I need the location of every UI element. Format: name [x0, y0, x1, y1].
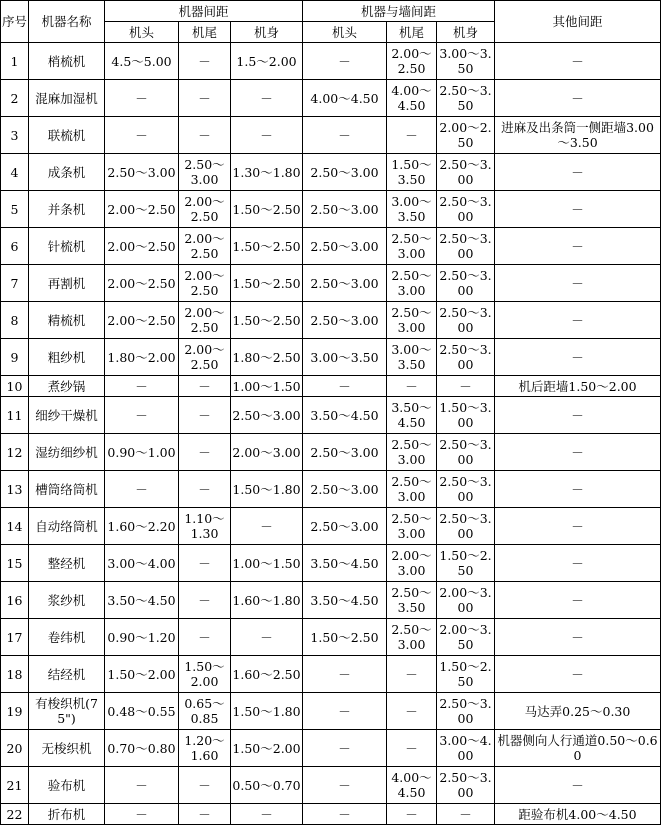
row-seq: 21: [1, 767, 29, 804]
row-name: 联梳机: [29, 117, 105, 154]
wall-body: 2.50～3.00: [437, 191, 495, 228]
row-name: 自动络筒机: [29, 508, 105, 545]
wall-tail: －: [387, 656, 437, 693]
machine-tail: －: [179, 767, 231, 804]
row-other: －: [495, 265, 661, 302]
machine-body: 1.80～2.50: [231, 339, 303, 376]
table-row: [1, 545, 661, 582]
machine-tail: 2.00～2.50: [179, 302, 231, 339]
machine-head: 2.00～2.50: [105, 265, 179, 302]
table-row: [1, 508, 661, 545]
wall-head: －: [303, 376, 387, 397]
wall-tail: 4.00～4.50: [387, 767, 437, 804]
row-name: 槽筒络筒机: [29, 471, 105, 508]
wall-tail: 2.50～3.00: [387, 508, 437, 545]
machine-body: －: [231, 804, 303, 825]
row-other: 机器侧向人行通道0.50～0.60: [495, 730, 661, 767]
machine-tail: －: [179, 471, 231, 508]
machine-body: 1.50～1.80: [231, 693, 303, 730]
machine-body: 2.00～3.00: [231, 434, 303, 471]
machine-head: 2.00～2.50: [105, 228, 179, 265]
machine-tail: 1.20～1.60: [179, 730, 231, 767]
wall-body: 1.50～2.50: [437, 545, 495, 582]
machine-tail: －: [179, 117, 231, 154]
row-seq: 14: [1, 508, 29, 545]
header-other: 其他间距: [495, 1, 661, 43]
wall-head: 2.50～3.00: [303, 154, 387, 191]
machine-head: 2.00～2.50: [105, 191, 179, 228]
table-row: [1, 434, 661, 471]
row-other: －: [495, 191, 661, 228]
table-row: [1, 376, 661, 397]
wall-body: －: [437, 804, 495, 825]
wall-tail: 2.50～3.50: [387, 582, 437, 619]
table-row: [1, 265, 661, 302]
table-row: [1, 656, 661, 693]
wall-head: 3.00～3.50: [303, 339, 387, 376]
table-row: [1, 804, 661, 825]
wall-tail: 3.50～4.50: [387, 397, 437, 434]
wall-head: －: [303, 804, 387, 825]
wall-head: 2.50～3.00: [303, 302, 387, 339]
machine-head: －: [105, 471, 179, 508]
wall-head: 2.50～3.00: [303, 471, 387, 508]
machine-tail: －: [179, 80, 231, 117]
machine-head: 0.48～0.55: [105, 693, 179, 730]
table-row: [1, 582, 661, 619]
wall-body: 2.50～3.00: [437, 154, 495, 191]
wall-tail: －: [387, 117, 437, 154]
row-other: －: [495, 471, 661, 508]
machine-tail: －: [179, 804, 231, 825]
row-seq: 6: [1, 228, 29, 265]
wall-head: 1.50～2.50: [303, 619, 387, 656]
row-seq: 18: [1, 656, 29, 693]
machine-head: 1.60～2.20: [105, 508, 179, 545]
wall-head: 3.50～4.50: [303, 582, 387, 619]
wall-body: 2.00～3.00: [437, 582, 495, 619]
row-other: －: [495, 582, 661, 619]
row-other: －: [495, 397, 661, 434]
wall-head: －: [303, 693, 387, 730]
wall-tail: 2.50～3.00: [387, 228, 437, 265]
machine-tail: 2.00～2.50: [179, 339, 231, 376]
machine-body: 1.50～2.00: [231, 730, 303, 767]
wall-tail: －: [387, 804, 437, 825]
machine-body: 0.50～0.70: [231, 767, 303, 804]
wall-body: 3.00～3.50: [437, 43, 495, 80]
wall-tail: 2.50～3.00: [387, 302, 437, 339]
wall-body: 2.50～3.00: [437, 693, 495, 730]
wall-head: 2.50～3.00: [303, 265, 387, 302]
machine-tail: －: [179, 582, 231, 619]
row-other: 进麻及出条筒一侧距墙3.00～3.50: [495, 117, 661, 154]
row-seq: 2: [1, 80, 29, 117]
row-seq: 19: [1, 693, 29, 730]
row-seq: 15: [1, 545, 29, 582]
header-machine-tail: 机尾: [179, 22, 231, 43]
machine-tail: 2.00～2.50: [179, 265, 231, 302]
wall-body: 2.50～3.00: [437, 434, 495, 471]
wall-head: 2.50～3.00: [303, 508, 387, 545]
wall-tail: 2.50～3.00: [387, 265, 437, 302]
machine-tail: 1.50～2.00: [179, 656, 231, 693]
row-other: －: [495, 228, 661, 265]
wall-body: －: [437, 376, 495, 397]
row-other: －: [495, 656, 661, 693]
row-seq: 13: [1, 471, 29, 508]
wall-body: 2.50～3.00: [437, 228, 495, 265]
machine-body: 1.5～2.00: [231, 43, 303, 80]
machine-head: 3.00～4.00: [105, 545, 179, 582]
wall-tail: 4.00～4.50: [387, 80, 437, 117]
machine-head: －: [105, 117, 179, 154]
machine-head: 0.70～0.80: [105, 730, 179, 767]
wall-body: 2.50～3.50: [437, 80, 495, 117]
machine-tail: 2.00～2.50: [179, 228, 231, 265]
row-seq: 8: [1, 302, 29, 339]
row-name: 精梳机: [29, 302, 105, 339]
wall-body: 2.00～2.50: [437, 117, 495, 154]
wall-tail: －: [387, 730, 437, 767]
wall-head: 3.50～4.50: [303, 545, 387, 582]
machine-head: －: [105, 804, 179, 825]
row-other: －: [495, 80, 661, 117]
machine-body: －: [231, 117, 303, 154]
row-seq: 10: [1, 376, 29, 397]
row-other: －: [495, 302, 661, 339]
wall-tail: 2.50～3.00: [387, 471, 437, 508]
row-seq: 9: [1, 339, 29, 376]
header-seq: 序号: [1, 1, 29, 43]
table-row: [1, 191, 661, 228]
machine-tail: －: [179, 397, 231, 434]
row-name: 并条机: [29, 191, 105, 228]
machine-body: 1.50～2.50: [231, 302, 303, 339]
row-name: 针梳机: [29, 228, 105, 265]
wall-body: 2.50～3.00: [437, 302, 495, 339]
row-other: 机后距墙1.50～2.00: [495, 376, 661, 397]
row-name: 粗纱机: [29, 339, 105, 376]
row-other: －: [495, 508, 661, 545]
wall-head: －: [303, 767, 387, 804]
table-row: [1, 228, 661, 265]
row-seq: 7: [1, 265, 29, 302]
table-row: [1, 767, 661, 804]
wall-tail: 3.00～3.50: [387, 191, 437, 228]
wall-head: －: [303, 117, 387, 154]
machine-tail: －: [179, 545, 231, 582]
table-row: [1, 80, 661, 117]
row-name: 卷纬机: [29, 619, 105, 656]
machine-body: －: [231, 619, 303, 656]
row-seq: 20: [1, 730, 29, 767]
machine-head: 1.50～2.00: [105, 656, 179, 693]
machine-head: －: [105, 397, 179, 434]
row-name: 混麻加湿机: [29, 80, 105, 117]
wall-head: 2.50～3.00: [303, 191, 387, 228]
wall-body: 3.00～4.00: [437, 730, 495, 767]
machine-body: 1.30～1.80: [231, 154, 303, 191]
machine-tail: 2.00～2.50: [179, 191, 231, 228]
wall-head: 2.50～3.00: [303, 228, 387, 265]
wall-head: 4.00～4.50: [303, 80, 387, 117]
machine-tail: －: [179, 376, 231, 397]
machine-head: 1.80～2.00: [105, 339, 179, 376]
wall-tail: －: [387, 693, 437, 730]
header-machine-head: 机头: [105, 22, 179, 43]
machine-body: －: [231, 80, 303, 117]
wall-tail: 2.50～3.00: [387, 619, 437, 656]
machine-tail: 0.65～0.85: [179, 693, 231, 730]
header-machine-body: 机身: [231, 22, 303, 43]
wall-head: －: [303, 730, 387, 767]
machine-body: 1.00～1.50: [231, 545, 303, 582]
row-name: 细纱干燥机: [29, 397, 105, 434]
table-row: [1, 693, 661, 730]
machine-body: 1.60～2.50: [231, 656, 303, 693]
header-wall-tail: 机尾: [387, 22, 437, 43]
row-name: 结经机: [29, 656, 105, 693]
header-wall-body: 机身: [437, 22, 495, 43]
row-seq: 11: [1, 397, 29, 434]
row-other: －: [495, 619, 661, 656]
table-row: [1, 471, 661, 508]
wall-tail: 3.00～3.50: [387, 339, 437, 376]
machine-head: 4.5～5.00: [105, 43, 179, 80]
machine-body: 1.50～2.50: [231, 228, 303, 265]
wall-body: 1.50～2.50: [437, 656, 495, 693]
wall-body: 2.50～3.00: [437, 508, 495, 545]
row-name: 成条机: [29, 154, 105, 191]
row-name: 有梭织机(75"): [29, 693, 105, 730]
row-seq: 16: [1, 582, 29, 619]
row-seq: 22: [1, 804, 29, 825]
row-other: 距验布机4.00～4.50: [495, 804, 661, 825]
row-other: －: [495, 43, 661, 80]
row-name: 整经机: [29, 545, 105, 582]
row-seq: 5: [1, 191, 29, 228]
row-name: 湿纺细纱机: [29, 434, 105, 471]
table-row: [1, 154, 661, 191]
machine-tail: －: [179, 434, 231, 471]
machine-head: 0.90～1.20: [105, 619, 179, 656]
row-other: －: [495, 767, 661, 804]
wall-tail: 2.00～3.00: [387, 545, 437, 582]
table-row: [1, 302, 661, 339]
wall-tail: －: [387, 376, 437, 397]
machine-tail: －: [179, 43, 231, 80]
wall-tail: 2.00～2.50: [387, 43, 437, 80]
wall-body: 2.50～3.00: [437, 339, 495, 376]
row-name: 再割机: [29, 265, 105, 302]
wall-body: 2.00～3.50: [437, 619, 495, 656]
table-row: [1, 619, 661, 656]
row-name: 浆纱机: [29, 582, 105, 619]
machine-tail: 1.10～1.30: [179, 508, 231, 545]
machine-head: 0.90～1.00: [105, 434, 179, 471]
machine-head: －: [105, 80, 179, 117]
row-other: －: [495, 434, 661, 471]
wall-body: 2.50～3.00: [437, 265, 495, 302]
row-seq: 12: [1, 434, 29, 471]
table-row: [1, 730, 661, 767]
table-row: [1, 397, 661, 434]
wall-tail: 1.50～3.50: [387, 154, 437, 191]
row-other: －: [495, 154, 661, 191]
wall-body: 2.50～3.00: [437, 471, 495, 508]
machine-body: 1.50～2.50: [231, 191, 303, 228]
row-seq: 4: [1, 154, 29, 191]
machine-head: 3.50～4.50: [105, 582, 179, 619]
header-wall-spacing: 机器与墙间距: [303, 1, 495, 22]
machine-body: 1.60～1.80: [231, 582, 303, 619]
machine-body: 1.50～2.50: [231, 265, 303, 302]
row-seq: 3: [1, 117, 29, 154]
machine-head: 2.00～2.50: [105, 302, 179, 339]
header-machine-spacing: 机器间距: [105, 1, 303, 22]
row-name: 折布机: [29, 804, 105, 825]
row-name: 验布机: [29, 767, 105, 804]
header-wall-head: 机头: [303, 22, 387, 43]
row-seq: 1: [1, 43, 29, 80]
table-row: [1, 117, 661, 154]
machine-body: 1.50～1.80: [231, 471, 303, 508]
machine-body: 1.00～1.50: [231, 376, 303, 397]
table-row: [1, 339, 661, 376]
machine-head: －: [105, 376, 179, 397]
wall-body: 2.50～3.00: [437, 767, 495, 804]
row-name: 梢梳机: [29, 43, 105, 80]
wall-body: 1.50～3.00: [437, 397, 495, 434]
machine-body: －: [231, 508, 303, 545]
wall-head: －: [303, 43, 387, 80]
row-other: 马达弄0.25～0.30: [495, 693, 661, 730]
machine-body: 2.50～3.00: [231, 397, 303, 434]
wall-head: 2.50～3.00: [303, 434, 387, 471]
header-name: 机器名称: [29, 1, 105, 43]
wall-tail: 2.50～3.00: [387, 434, 437, 471]
wall-head: 3.50～4.50: [303, 397, 387, 434]
row-name: 无梭织机: [29, 730, 105, 767]
machine-head: 2.50～3.00: [105, 154, 179, 191]
machine-tail: 2.50～3.00: [179, 154, 231, 191]
row-seq: 17: [1, 619, 29, 656]
machine-head: －: [105, 767, 179, 804]
wall-head: －: [303, 656, 387, 693]
row-other: －: [495, 339, 661, 376]
row-name: 煮纱锅: [29, 376, 105, 397]
row-other: －: [495, 545, 661, 582]
machine-tail: －: [179, 619, 231, 656]
table-row: [1, 43, 661, 80]
